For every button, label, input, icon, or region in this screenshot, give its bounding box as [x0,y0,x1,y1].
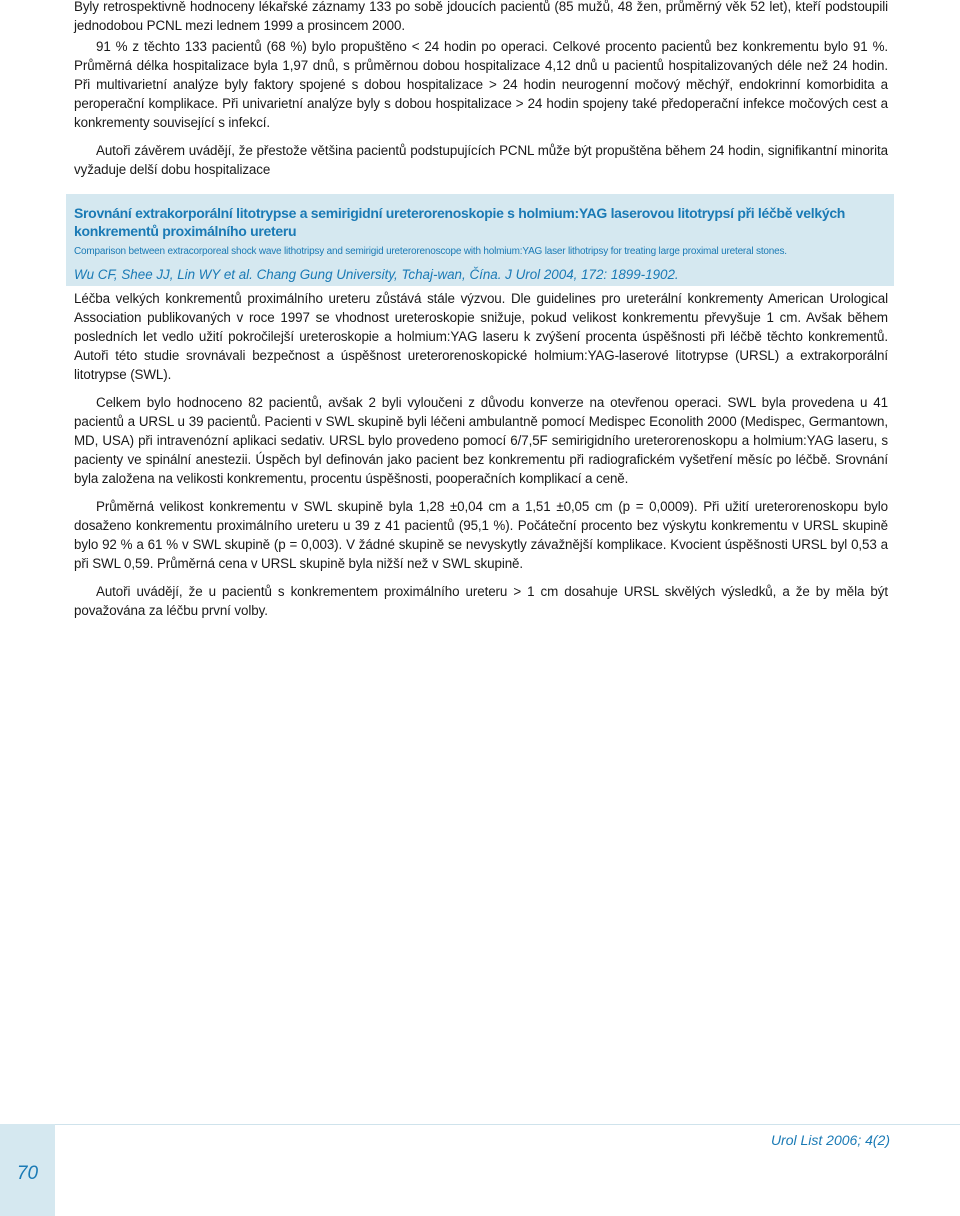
footer-divider [0,1124,960,1125]
article-body [74,289,888,620]
paragraph-conclusion-2: Autoři uvádějí, že u pacientů s konkrementem proximálního ureteru > 1 cm dosahuje URSL skvělých výsledků, a že by měla být považována za léčbu první volby. [74,584,888,618]
paragraph-intro: Léčba velkých konkrementů proximálního ureteru zůstává stále výzvou. Dle guidelines pro ureterální konkrementy American Urological Association publikovaných v roce 1997 se vhodnost ureteroskopie snižuje, pokud velikost konkrementu převyšuje 1 cm. Avšak během posledních let vedlo užití pokročilejší ureteroskopie a holmium:YAG laseru k zvýšení procenta úspěšnosti při léčbě těchto konkrementů. Autoři této studie srovnávali bezpečnost a úspěšnost ureterorenoskopické holmium:YAG-laserové litotrypse (URSL) a extrakorporální litotrypse (SWL). [74,291,888,382]
page-number: 70 [16,1163,39,1184]
paragraph-methods-2: Celkem bylo hodnoceno 82 pacientů, avšak 2 byli vyloučeni z důvodu konverze na otevřenou operaci. SWL byla provedena u 41 pacientů a URSL u 39 pacientů. Pacienti v SWL skupině byli léčeni ambulantně pomocí Medispec Econolith 2000 (Medispec, Germantown, MD, USA) při intravenózní aplikaci sedativ. URSL bylo provedeno pomocí 6/7,5F semirigidního ureterorenoskopu a holmium:YAG laseru, s pacienty ve spinální anestezii. Úspěch byl definován jako pacient bez konkrementu při radiografickém vyšetření měsíc po léčbě. Srovnání byla založena na velikosti konkrementu, procentu úspěšnosti, pooperačních komplikací a ceně. [74,395,888,486]
paragraph-results: 91 % z těchto 133 pacientů (68 %) bylo propuštěno < 24 hodin po operaci. Celkové procento pacientů bez konkrementu bylo 91 %. Průměrná délka hospitalizace byla 1,97 dnů, s průměrnou dobou hospitalizace 4,12 dnů u pacientů hospitalizovaných déle než 24 hodin. Při multivarietní analýze byly faktory spojené s dobou hospitalizace > 24 hodin neurogenní močový měchýř, endokrinní komorbidita a peroperační komplikace. Při univarietní analýze byly s dobou hospitalizace > 24 hodin spojeny také předoperační infekce močových cest a konkrementy související s infekcí. [74,39,888,130]
article-header-box [66,194,894,286]
article-citation: Wu CF, Shee JJ, Lin WY et al. Chang Gung University, Tchaj-wan, Čína. J Urol 2004, 172: 1899-1902. [74,267,679,282]
paragraph-conclusion: Autoři závěrem uvádějí, že přestože většina pacientů podstupujících PCNL může být propuštěna během 24 hodin, signifikantní minorita vyžaduje delší dobu hospitalizace [74,143,888,177]
article-title: Srovnání extrakorporální litotrypse a semirigidní ureterorenoskopie s holmium:YAG laserovou litotrypsí při léčbě velkých konkrementů proximálního ureteru [74,205,846,239]
article-subtitle: Comparison between extracorporeal shock wave lithotripsy and semirigid ureterorenoscope with holmium:YAG laser lithotripsy for treating large proximal ureteral stones. [74,246,787,257]
top-text-block [74,0,888,179]
journal-reference: Urol List 2006; 4(2) [770,1132,890,1148]
paragraph-results-2: Průměrná velikost konkrementu v SWL skupině byla 1,28 ±0,04 cm a 1,51 ±0,05 cm (p = 0,0009). Při užití ureterorenoskopu bylo dosaženo konkrementu proximálního ureteru u 39 z 41 pacientů (95,1 %). Počáteční procento bez výskytu konkrementu v URSL skupině bylo 92 % a 61 % v SWL skupině (p = 0,003). V žádné skupině se nevyskytly závažnější komplikace. Kvocient úspěšnosti URSL byl 0,53 a při SWL 0,59. Průměrná cena v URSL skupině byla nižší než v SWL skupině. [74,499,888,571]
paragraph-methods: Byly retrospektivně hodnoceny lékařské záznamy 133 po sobě jdoucích pacientů (85 mužů, 48 žen, průměrný věk 52 let), kteří podstoupili jednodobou PCNL mezi lednem 1999 a prosincem 2000. [74,0,888,33]
